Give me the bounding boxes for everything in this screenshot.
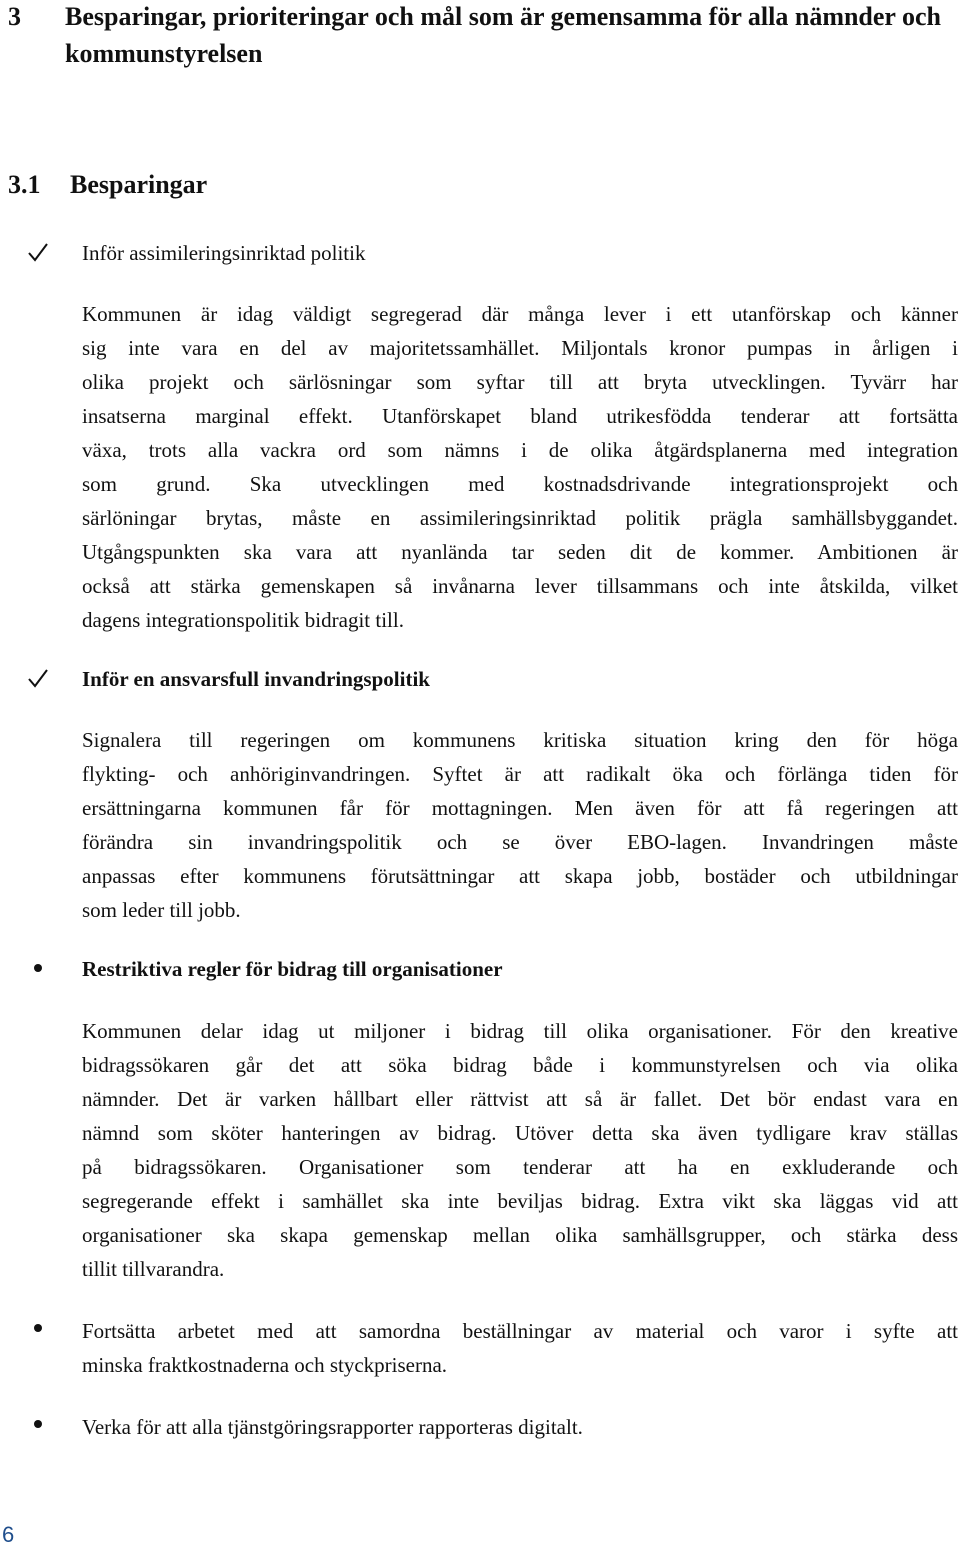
paragraph-line: nämnder. Det är varken hållbart eller rättvist att så är fallet. Det bör endast vara en (82, 1087, 958, 1111)
paragraph-line: nämnd som sköter hanteringen av bidrag. Utöver detta ska även tydligare krav ställas (82, 1121, 958, 1145)
checkmark-icon (27, 241, 67, 263)
subsection-number: 3.1 (8, 170, 41, 199)
paragraph-line: också att stärka gemenskapen så invånarna lever tillsammans och inte åtskilda, vilket (82, 574, 958, 598)
paragraph (82, 1014, 958, 1286)
paragraph-line: Fortsätta arbetet med att samordna beställningar av material och varor i syfte att (82, 1319, 958, 1343)
paragraph-line: tillit tillvarandra. (82, 1257, 225, 1281)
bullet-icon (27, 1413, 67, 1435)
bullet-icon (27, 957, 67, 979)
paragraph-line: ersättningarna kommunen får för mottagningen. Men även för att få regeringen att (82, 796, 958, 820)
paragraph-line: dagens integrationspolitik bidragit till. (82, 608, 404, 632)
paragraph-line: minska fraktkostnaderna och styckpriserna. (82, 1353, 448, 1377)
paragraph-line: som grund. Ska utvecklingen med kostnadsdrivande integrationsprojekt och (82, 472, 958, 496)
paragraph-line: flykting- och anhöriginvandringen. Syftet är att radikalt öka och förlänga tiden för (82, 762, 958, 786)
paragraph-line: Utgångspunkten ska vara att nyanlända tar seden dit de kommer. Ambitionen är (82, 540, 958, 564)
paragraph-line: bidragssökaren går det att söka bidrag både i kommunstyrelsen och via olika (82, 1053, 958, 1077)
item-title: Restriktiva regler för bidrag till organisationer (82, 957, 503, 981)
paragraph-line: Verka för att alla tjänstgöringsrapporter rapporteras digitalt. (82, 1415, 583, 1439)
subsection-title: Besparingar (70, 170, 208, 199)
paragraph-line: på bidragssökaren. Organisationer som tenderar att ha en exkluderande och (82, 1155, 958, 1179)
bullet-icon (27, 1317, 67, 1339)
paragraph (82, 1410, 958, 1444)
paragraph (82, 723, 958, 927)
paragraph-line: sig inte vara en del av majoritetssamhället. Miljontals kronor pumpas in årligen i (82, 336, 958, 360)
checkmark-icon (27, 667, 67, 689)
paragraph-line: särlöningar brytas, måste en assimileringsinriktad politik prägla samhällsbyggandet. (82, 506, 958, 530)
section-title: Besparingar, prioriteringar och mål som är gemensamma för alla nämnder och kommunstyrelsen (65, 2, 942, 68)
paragraph-line: organisationer ska skapa gemenskap mellan olika samhällsgrupper, och stärka dess (82, 1223, 958, 1247)
paragraph-line: växa, trots alla vackra ord som nämns i de olika åtgärdsplanerna med integration (82, 438, 958, 462)
paragraph-line: anpassas efter kommunens förutsättningar att skapa jobb, bostäder och utbildningar (82, 864, 958, 888)
paragraph-line: insatserna marginal effekt. Utanförskapet bland utrikesfödda tenderar att fortsätta (82, 404, 958, 428)
paragraph (82, 297, 958, 637)
item-title: Inför en ansvarsfull invandringspolitik (82, 667, 430, 691)
paragraph (82, 1314, 958, 1382)
paragraph-line: Kommunen är idag väldigt segregerad där många lever i ett utanförskap och känner (82, 302, 958, 326)
paragraph-line: olika projekt och särlösningar som syftar till att bryta utvecklingen. Tyvärr har (82, 370, 958, 394)
page-number: 6 (2, 1522, 15, 1547)
paragraph-line: som leder till jobb. (82, 898, 241, 922)
item-title: Inför assimileringsinriktad politik (82, 241, 366, 265)
paragraph-line: Kommunen delar idag ut miljoner i bidrag till olika organisationer. För den kreative (82, 1019, 958, 1043)
paragraph-line: segregerande effekt i samhället ska inte beviljas bidrag. Extra vikt ska läggas vid att (82, 1189, 958, 1213)
section-number: 3 (8, 2, 21, 31)
paragraph-line: förändra sin invandringspolitik och se över EBO-lagen. Invandringen måste (82, 830, 958, 854)
paragraph-line: Signalera till regeringen om kommunens kritiska situation kring den för höga (82, 728, 958, 752)
